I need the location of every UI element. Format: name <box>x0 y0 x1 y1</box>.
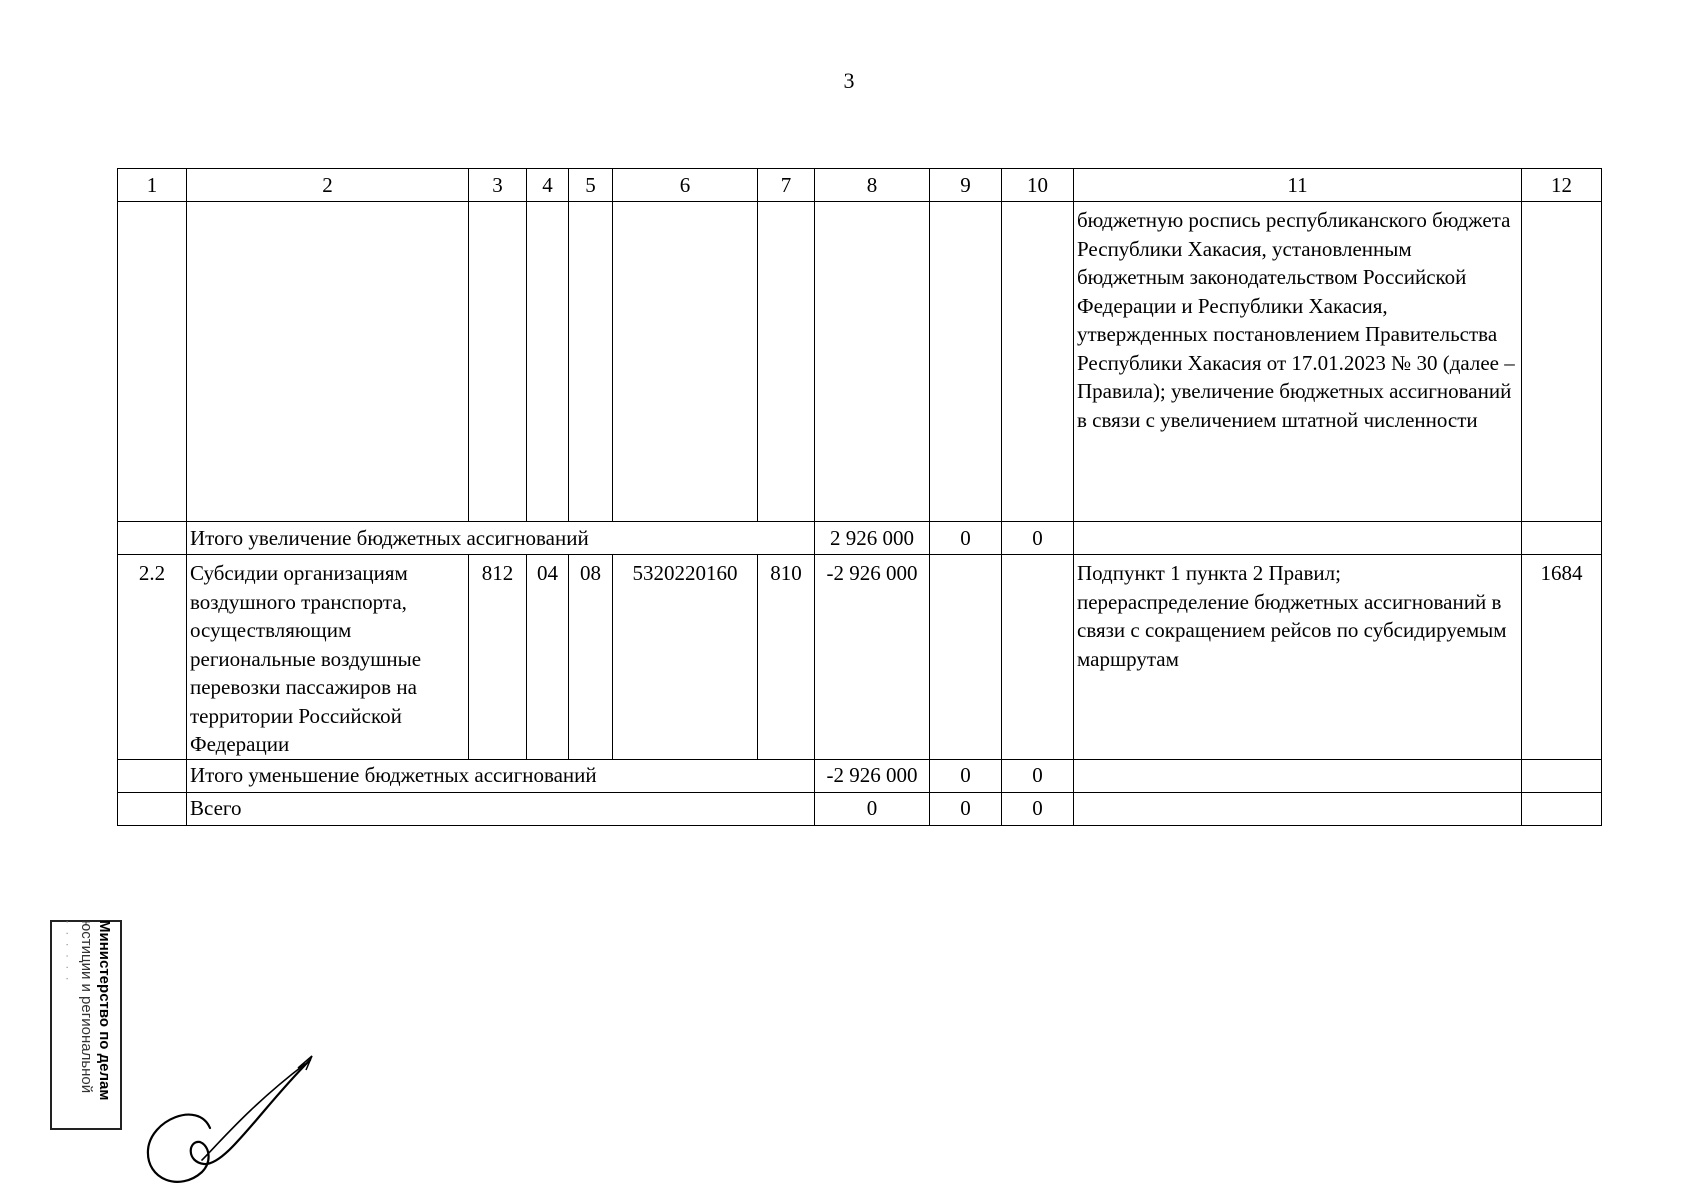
page-number: 3 <box>843 68 855 93</box>
item-col10 <box>1002 555 1074 760</box>
item-col7: 810 <box>758 555 815 760</box>
item-col12: 1684 <box>1522 555 1602 760</box>
item-col6: 5320220160 <box>613 555 758 760</box>
header-cell-7: 7 <box>758 169 815 202</box>
header-cell-5: 5 <box>569 169 613 202</box>
total-decrease-row <box>118 759 1602 792</box>
total-decrease-col8: -2 926 000 <box>815 759 930 792</box>
total-increase-col10: 0 <box>1002 522 1074 555</box>
total-increase-col9: 0 <box>930 522 1002 555</box>
grand-total-col8: 0 <box>815 792 930 825</box>
header-cell-3: 3 <box>469 169 527 202</box>
table-row-2-2 <box>118 555 1602 760</box>
stamp-text <box>59 920 113 1130</box>
table-header-row <box>118 169 1602 202</box>
total-decrease-col10: 0 <box>1002 759 1074 792</box>
header-cell-8: 8 <box>815 169 930 202</box>
stamp-line-2: юстиции и региональной <box>78 920 95 1094</box>
item-col4: 04 <box>527 555 569 760</box>
continuation-basis-text: бюджетную роспись республиканского бюджета Республики Хакасия, установленным бюджетным законодательством Российской Федерации и Республики Хакасия, утвержденных постановлением Правительства Республики Хакасия от 17.01.2023 № 30 (далее – Правила); увеличение бюджетных ассигнований в связи с увеличением штатной численности <box>1074 202 1522 522</box>
header-cell-4: 4 <box>527 169 569 202</box>
ministry-stamp <box>50 920 122 1130</box>
header-cell-1: 1 <box>118 169 187 202</box>
total-decrease-col9: 0 <box>930 759 1002 792</box>
item-col3: 812 <box>469 555 527 760</box>
continuation-row <box>118 202 1602 522</box>
header-cell-10: 10 <box>1002 169 1074 202</box>
grand-total-row <box>118 792 1602 825</box>
stamp-line-1: Министерство по делам <box>96 920 113 1101</box>
item-col8: -2 926 000 <box>815 555 930 760</box>
header-cell-6: 6 <box>613 169 758 202</box>
budget-table <box>117 168 1602 826</box>
item-col5: 08 <box>569 555 613 760</box>
item-col9 <box>930 555 1002 760</box>
signature-mark <box>140 1050 330 1200</box>
stamp-line-3: · · · · · · <box>61 920 75 983</box>
header-cell-2: 2 <box>187 169 469 202</box>
header-cell-11: 11 <box>1074 169 1522 202</box>
grand-total-col10: 0 <box>1002 792 1074 825</box>
item-number: 2.2 <box>118 555 187 760</box>
header-cell-12: 12 <box>1522 169 1602 202</box>
total-decrease-label: Итого уменьшение бюджетных ассигнований <box>187 759 815 792</box>
grand-total-col9: 0 <box>930 792 1002 825</box>
total-increase-row <box>118 522 1602 555</box>
item-name: Субсидии организациям воздушного транспорта, осуществляющим региональные воздушные перевозки пассажиров на территории Российской Федерации <box>187 555 469 760</box>
total-increase-label: Итого увеличение бюджетных ассигнований <box>187 522 815 555</box>
item-basis: Подпункт 1 пункта 2 Правил; перераспределение бюджетных ассигнований в связи с сокращением рейсов по субсидируемым маршрутам <box>1074 555 1522 760</box>
total-increase-col8: 2 926 000 <box>815 522 930 555</box>
header-cell-9: 9 <box>930 169 1002 202</box>
grand-total-label: Всего <box>187 792 815 825</box>
